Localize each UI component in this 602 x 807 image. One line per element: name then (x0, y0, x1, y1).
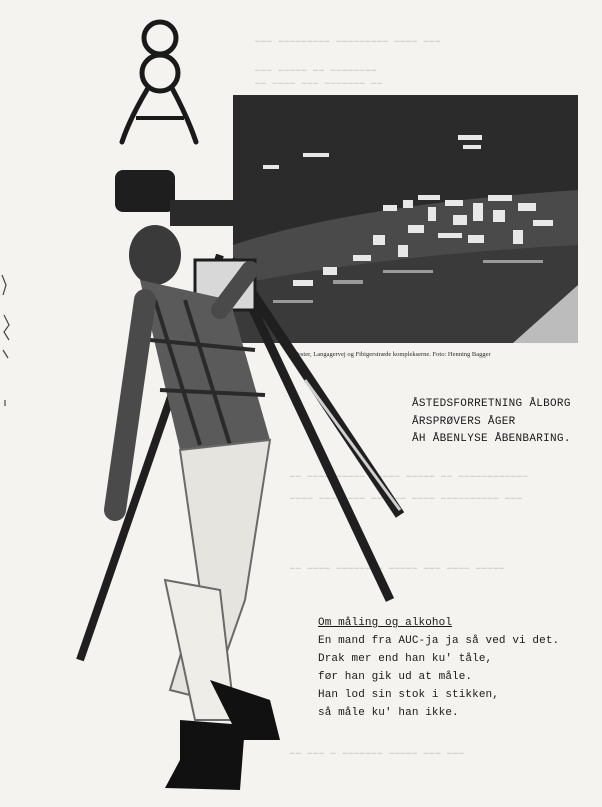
headline-line: ÅH ÅBENLYSE ÅBENBARING. (412, 433, 571, 445)
bleed-through-text: ▁▁ ▁▁▁ ▁ ▁▁▁▁▁▁▁ ▁▁▁▁▁ ▁▁▁ ▁▁▁ (290, 746, 465, 755)
aa-logo (118, 18, 202, 148)
poem-line: En mand fra AUC-ja ja så ved vi det. (318, 635, 560, 647)
bleed-through-text: ▁▁ ▁▁▁▁ ▁▁▁▁▁▁▁▁ ▁▁▁▁▁ ▁▁▁ ▁▁▁▁ ▁▁▁▁▁ (290, 561, 506, 570)
bleed-through-text: ▁▁ ▁▁▁▁ ▁▁▁▁▁ ▁▁▁▁▁ ▁▁▁▁▁ ▁▁ ▁▁▁▁▁▁▁▁▁▁▁▁ (290, 469, 529, 478)
bleed-through-text: ▁▁▁ ▁▁▁▁▁▁▁▁▁ ▁▁▁▁▁▁▁▁▁ ▁▁▁▁ ▁▁▁ (255, 34, 442, 43)
poem (318, 614, 559, 722)
poem-line: Han lod sin stok i stikken, (318, 689, 499, 701)
poem-line: Drak mer end han ku' tåle, (318, 653, 493, 665)
bleed-through-text: ▁▁▁ ▁▁▁▁▁ ▁▁ ▁▁▁▁▁▁▁▁ (255, 63, 378, 72)
bleed-through-text: ▁▁ ▁▁▁▁ ▁▁▁ ▁▁▁▁▁▁▁ ▁▁ (255, 76, 383, 85)
bleed-through-text: ▁▁▁▁ ▁▁▁▁▁▁▁▁ ▁▁ ▁▁▁ ▁▁▁▁ ▁▁▁▁▁▁▁▁▁▁ ▁▁▁ (290, 491, 523, 500)
headline (412, 396, 571, 449)
headline-line: ÅSTEDSFORRETNING ÅLBORG (412, 398, 571, 410)
poem-title: Om måling og alkohol (318, 617, 453, 629)
poem-line: så måle ku' han ikke. (318, 707, 459, 719)
photo-caption: Vester, Langagervej og Fibigerstræde komplekserne. Foto: Henning Bagger (294, 351, 491, 358)
headline-line: ÅRSPRØVERS ÅGER (412, 415, 516, 428)
margin-scribble (0, 270, 14, 410)
poem-line: før han gik ud at måle. (318, 671, 473, 683)
